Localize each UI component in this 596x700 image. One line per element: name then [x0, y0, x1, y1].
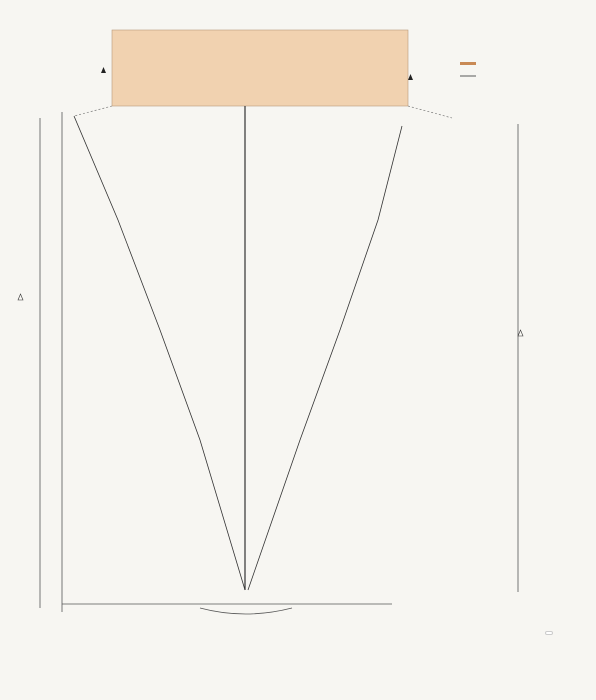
direction-triangle-left	[18, 294, 23, 300]
right-shaping-line	[248, 126, 402, 590]
source-badge	[545, 631, 553, 635]
legend-brown-swatch	[460, 62, 476, 65]
cuff-arrow-right	[408, 74, 413, 80]
cuff-connect-left	[74, 106, 112, 116]
direction-triangle-right	[518, 330, 523, 336]
left-shaping-line	[74, 116, 245, 590]
gusset-bracket	[200, 608, 292, 614]
cuff-connect-right	[408, 106, 452, 118]
cuff-panel	[112, 30, 408, 106]
cuff-arrow-left	[101, 67, 106, 73]
